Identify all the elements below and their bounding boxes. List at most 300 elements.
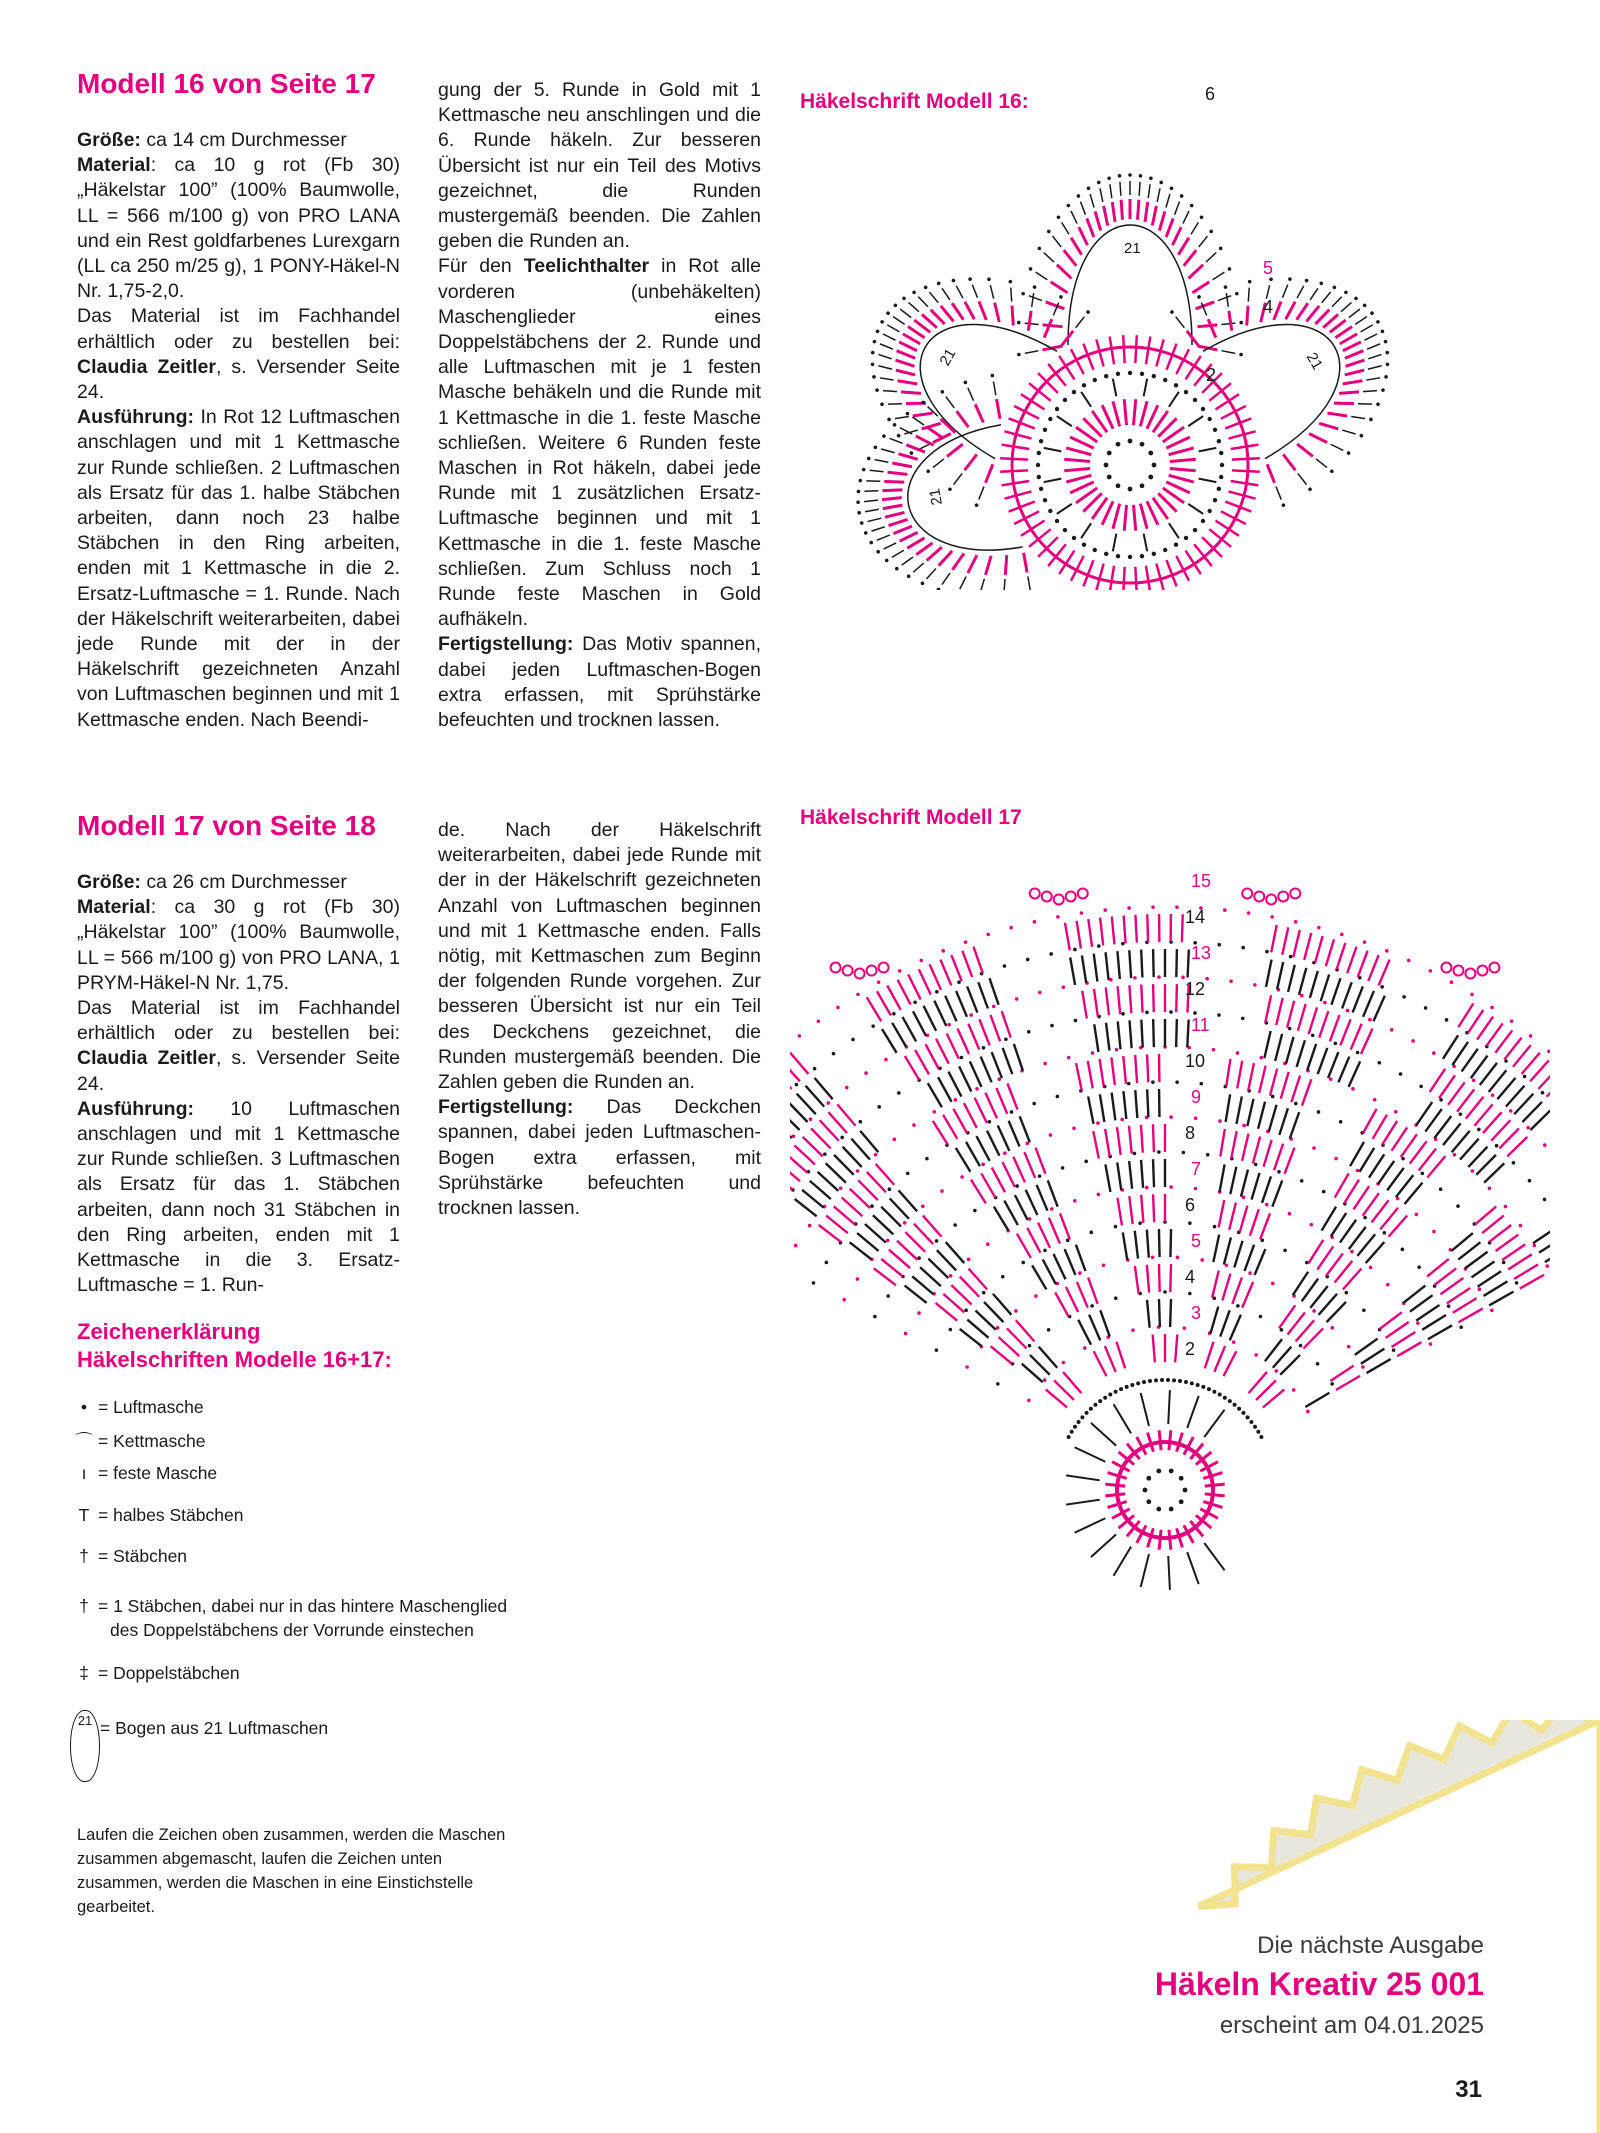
stitch-mark xyxy=(1224,1351,1237,1376)
stitch-mark xyxy=(1112,202,1115,222)
chain-dot xyxy=(1115,1048,1119,1052)
stitch-mark xyxy=(1380,1208,1398,1230)
stitch-mark xyxy=(1166,218,1173,237)
stitch-mark xyxy=(1027,293,1038,307)
paragraph xyxy=(438,254,761,632)
chain-dot xyxy=(1190,1381,1194,1385)
chain-dot xyxy=(1345,1291,1349,1295)
chain-dot xyxy=(1140,372,1144,376)
chain-dot xyxy=(832,1052,836,1056)
stitch-mark xyxy=(998,1126,1010,1151)
chain-dot xyxy=(1017,353,1021,357)
stitch-mark xyxy=(1452,1042,1468,1065)
stitch-mark xyxy=(951,1285,971,1304)
chain-dot xyxy=(1116,372,1120,376)
stitch-mark xyxy=(1076,1063,1082,1090)
stitch-mark xyxy=(984,1302,1003,1322)
chain-dot xyxy=(1416,1321,1420,1325)
stitch-mark xyxy=(1280,1355,1300,1375)
stitch-mark xyxy=(1355,317,1368,325)
stitch-mark xyxy=(899,532,919,541)
chain-dot xyxy=(940,1189,944,1193)
chain-dot xyxy=(1139,174,1143,178)
chain-dot xyxy=(1048,417,1052,421)
stitch-mark xyxy=(912,1276,933,1294)
chain-dot xyxy=(1265,950,1269,954)
legend-text xyxy=(98,1429,206,1453)
stitch-mark xyxy=(889,1250,910,1268)
stitch-mark xyxy=(837,1104,855,1125)
text-run: Das Deckchen spannen, dabei jeden Luftmaschen-Bogen extra erfassen, mit Sprühstärke befeuchten und trocknen lassen. xyxy=(438,1096,761,1220)
stitch-mark xyxy=(981,1057,992,1083)
chain-dot xyxy=(1246,1415,1250,1419)
chain-dot xyxy=(1300,994,1304,998)
stitch-mark xyxy=(1263,1389,1284,1407)
stitch-mark xyxy=(1471,1056,1488,1078)
stitch-mark xyxy=(933,1121,948,1145)
stitch-mark xyxy=(1153,1159,1154,1187)
chain-dot xyxy=(1043,1249,1047,1253)
legend-text-line: = 1 Stäbchen, dabei nur in das hintere Maschenglied xyxy=(98,1596,508,1616)
chain-dot xyxy=(1201,407,1205,411)
stitch-mark xyxy=(871,527,885,531)
stitch-mark xyxy=(905,1232,925,1252)
chain-dot xyxy=(996,1382,1000,1386)
stitch-mark xyxy=(1308,1240,1323,1264)
stitch-mark xyxy=(1545,1248,1550,1262)
stitch-mark xyxy=(1355,1339,1378,1355)
chain-dot xyxy=(947,487,952,492)
stitch-mark xyxy=(1416,1102,1432,1125)
chain-dot xyxy=(1223,908,1227,912)
chain-dot xyxy=(1063,528,1067,532)
stitch-mark xyxy=(1105,1484,1125,1486)
stitch-mark xyxy=(1141,950,1142,978)
stitch-mark xyxy=(900,426,912,436)
stitch-mark xyxy=(1168,1390,1170,1424)
stitch-mark xyxy=(1522,1102,1542,1122)
stitch-mark xyxy=(795,1199,817,1216)
stitch-mark xyxy=(968,387,974,401)
stitch-mark xyxy=(992,1052,1002,1078)
stitch-mark xyxy=(943,1115,957,1139)
stitch-mark xyxy=(1419,1149,1436,1171)
chain-dot xyxy=(1133,976,1137,980)
stitch-mark xyxy=(1465,1252,1488,1269)
picot-mark xyxy=(879,963,889,973)
chain-dot xyxy=(1193,398,1197,402)
stitch-mark xyxy=(1434,1116,1451,1138)
stitch-mark xyxy=(1373,996,1384,1022)
text-run: : ca 10 g rot (Fb 30) „Häkelstar 100” (100% Baumwolle, LL = 566 m/100 g) von PRO LANA und ein Rest goldfarbenes Lurexgarn (LL ca 250 m/25 g), 1 PONY-Häkel-N Nr. 1,75-2,0. xyxy=(77,154,400,303)
stitch-mark xyxy=(1082,991,1087,1019)
chain-dot xyxy=(1304,278,1309,283)
stitch-mark xyxy=(1113,534,1117,552)
stitch-mark xyxy=(1307,1044,1316,1071)
legend-item xyxy=(70,1544,187,1568)
stitch-mark xyxy=(818,1172,839,1191)
stitch-mark xyxy=(1298,472,1307,485)
chain-dot xyxy=(1175,905,1179,909)
chain-dot xyxy=(858,479,862,483)
text-run: , s. Versender Seite 24. xyxy=(77,355,400,404)
stitch-mark xyxy=(945,996,956,1022)
stitch-mark xyxy=(1025,351,1039,354)
round-number-label: 6 xyxy=(1185,1195,1196,1215)
stitch-mark xyxy=(878,362,892,372)
chain-dot xyxy=(856,993,860,997)
chain-dot xyxy=(923,285,928,290)
stitch-mark xyxy=(1075,1447,1106,1462)
bold-term: Ausführung: xyxy=(77,1097,194,1120)
chain-dot xyxy=(892,1012,896,1016)
stitch-mark xyxy=(1106,952,1109,980)
chain-dot xyxy=(1080,1415,1084,1419)
stitch-mark xyxy=(1213,272,1225,280)
chain-dot xyxy=(1107,451,1112,456)
chain-dot xyxy=(1362,303,1367,308)
stitch-mark xyxy=(1327,1302,1346,1322)
picot-mark xyxy=(1078,888,1088,898)
stitch-mark xyxy=(1057,416,1072,426)
stitch-mark xyxy=(1330,1366,1353,1381)
chain-dot xyxy=(1380,329,1385,334)
stitch-mark xyxy=(865,1224,886,1243)
stitch-mark xyxy=(1366,374,1380,385)
round-number-label: 14 xyxy=(1185,907,1206,927)
stitch-mark xyxy=(1489,1070,1507,1092)
chain-dot xyxy=(963,380,967,384)
stitch-mark xyxy=(954,472,963,485)
chain-dot xyxy=(1311,1034,1315,1038)
round-number-label: 10 xyxy=(1185,1051,1206,1071)
chain-dot xyxy=(1213,498,1217,502)
chain-dot xyxy=(1219,451,1223,455)
chain-dot xyxy=(1309,1223,1313,1227)
stitch-mark xyxy=(1075,1518,1106,1533)
round-number-label: 12 xyxy=(1185,979,1206,999)
chain-dot xyxy=(1194,1187,1198,1191)
chain-dot xyxy=(1050,1024,1054,1028)
chain-dot xyxy=(1114,1225,1118,1229)
chain-dot xyxy=(1128,173,1132,177)
chain-dot xyxy=(1009,926,1013,930)
m16-round-2-label: 2 xyxy=(1206,365,1217,385)
stitch-mark xyxy=(940,573,952,584)
chain-dot xyxy=(869,540,873,544)
chain-dot xyxy=(1170,310,1175,315)
stitch-mark xyxy=(882,1029,897,1053)
stitch-mark xyxy=(1153,1334,1155,1362)
chain-dot xyxy=(1541,1091,1545,1095)
chain-dot xyxy=(1288,1212,1292,1216)
picot-mark xyxy=(1030,888,1040,898)
chain-dot xyxy=(1180,194,1184,198)
stitch-mark xyxy=(906,538,926,548)
picot-mark xyxy=(843,966,853,976)
chain-dot xyxy=(1212,1390,1216,1394)
stitch-mark xyxy=(1087,218,1094,237)
stitch-mark xyxy=(973,947,982,973)
chain-dot xyxy=(1237,1407,1241,1411)
stitch-mark xyxy=(1274,1144,1283,1171)
stitch-mark xyxy=(1038,537,1058,557)
stitch-mark xyxy=(1379,960,1390,986)
stitch-mark xyxy=(1129,950,1131,978)
picot-mark xyxy=(1465,969,1475,979)
chain-dot xyxy=(1140,483,1145,488)
stitch-mark xyxy=(1249,1372,1267,1393)
stitch-mark xyxy=(1220,1310,1229,1336)
stitch-mark xyxy=(1206,252,1216,262)
stitch-mark xyxy=(1000,470,1028,471)
chain-dot xyxy=(1339,1120,1343,1124)
stitch-mark xyxy=(1114,1404,1131,1433)
stitch-mark xyxy=(1266,960,1272,987)
stitch-mark xyxy=(1025,323,1039,324)
chain-dot xyxy=(1082,542,1086,546)
legend-title-line2: Häkelschriften Modelle 16+17: xyxy=(77,1347,392,1372)
stitch-mark xyxy=(1169,1430,1171,1450)
chain-dot xyxy=(1104,374,1108,378)
stitch-mark xyxy=(790,1102,808,1122)
chain-dot xyxy=(1037,451,1041,455)
chain-dot xyxy=(1169,1010,1173,1014)
chain-dot xyxy=(880,319,885,324)
stitch-mark xyxy=(985,1093,997,1119)
stitch-mark xyxy=(1305,1393,1329,1407)
stitch-mark xyxy=(896,365,915,379)
stitch-mark xyxy=(1192,282,1209,293)
legend-text-line: = feste Masche xyxy=(98,1463,218,1483)
stitch-mark xyxy=(1105,1129,1110,1157)
next-issue-title: Häkeln Kreativ 25 001 xyxy=(1154,1966,1484,2002)
chain-dot xyxy=(873,1315,877,1319)
stitch-mark xyxy=(1130,1020,1132,1048)
chain-dot xyxy=(1213,428,1217,432)
stitch-mark xyxy=(1144,534,1148,552)
chain-dot xyxy=(986,277,991,282)
chain-dot xyxy=(1470,993,1474,997)
chain-dot xyxy=(1241,1017,1245,1021)
chain-dot xyxy=(1062,1361,1066,1365)
stitch-mark xyxy=(1234,1241,1242,1268)
stitch-mark xyxy=(1319,416,1338,435)
stitch-mark xyxy=(1147,1265,1149,1293)
chain-dot xyxy=(1317,926,1321,930)
chain-dot xyxy=(1047,1328,1051,1332)
stitch-mark xyxy=(1232,470,1260,471)
chain-dot xyxy=(981,1163,985,1167)
stitch-mark xyxy=(968,285,982,298)
stitch-mark xyxy=(876,1164,895,1185)
chain-dot xyxy=(836,1006,840,1010)
chain-dot xyxy=(1152,552,1156,556)
chain-dot xyxy=(1254,1163,1258,1167)
chain-dot xyxy=(1329,1077,1333,1081)
chain-dot xyxy=(1459,1112,1463,1116)
stitch-mark xyxy=(1367,1359,1391,1373)
stitch-mark xyxy=(1003,1048,1013,1074)
stitch-mark xyxy=(965,555,980,573)
stitch-mark xyxy=(1210,1307,1218,1334)
chain-dot xyxy=(1078,1271,1082,1275)
chain-dot xyxy=(1036,463,1040,467)
chain-dot xyxy=(872,339,877,344)
chain-dot xyxy=(857,511,861,515)
legend-text-line: = Bogen aus 21 Luftmaschen xyxy=(100,1718,329,1738)
paragraph xyxy=(77,996,400,1097)
stitch-mark xyxy=(1439,1075,1455,1098)
stitch-mark xyxy=(843,1147,862,1167)
stitch-mark xyxy=(956,1148,971,1172)
stitch-mark xyxy=(797,1094,816,1115)
picot-mark xyxy=(1290,888,1300,898)
stitch-mark xyxy=(969,1269,988,1290)
stitch-mark xyxy=(1443,1123,1461,1145)
chain-dot xyxy=(1510,1019,1514,1023)
half-double-crochet-icon: T xyxy=(78,1505,90,1525)
stitch-mark xyxy=(1309,428,1327,448)
chain-dot xyxy=(1354,296,1359,301)
chain-dot xyxy=(1043,498,1047,502)
stitch-mark xyxy=(1297,1040,1305,1067)
chain-dot xyxy=(907,574,911,578)
stitch-mark xyxy=(936,1303,958,1321)
stitch-mark xyxy=(1342,425,1355,439)
chain-dot xyxy=(809,1117,813,1121)
stitch-mark xyxy=(1118,986,1121,1014)
stitch-mark xyxy=(1218,296,1231,301)
legend-item xyxy=(70,1461,217,1485)
chain-dot xyxy=(1043,428,1047,432)
stitch-mark xyxy=(1013,1157,1025,1182)
stitch-mark xyxy=(1265,1339,1282,1361)
picot-mark xyxy=(855,969,865,979)
stitch-mark xyxy=(1141,985,1142,1013)
chain-dot xyxy=(1183,1488,1188,1493)
stitch-mark xyxy=(983,464,995,483)
chain-dot xyxy=(1074,1019,1078,1023)
stitch-mark xyxy=(893,317,906,325)
chain-dot xyxy=(1361,1365,1365,1369)
next-issue-date: erscheint am 04.01.2025 xyxy=(1219,2012,1484,2039)
stitch-mark xyxy=(811,1128,831,1148)
chain-dot xyxy=(1103,1396,1107,1400)
chain-dot xyxy=(882,434,886,438)
stitch-mark xyxy=(1367,342,1380,351)
stitch-mark xyxy=(1331,978,1340,1004)
stitch-mark xyxy=(1232,458,1260,459)
stitch-mark xyxy=(1361,1349,1385,1364)
stitch-mark xyxy=(928,1083,942,1107)
legend-text-line: des Doppelstäbchens der Vorrunde einstechen xyxy=(110,1620,474,1640)
chain-dot xyxy=(1265,1203,1269,1207)
chain-dot xyxy=(992,1005,996,1009)
chain-dot xyxy=(1247,911,1251,915)
stitch-mark xyxy=(1140,401,1147,426)
stitch-mark xyxy=(880,374,894,385)
stitch-mark xyxy=(897,348,916,360)
paragraph xyxy=(77,870,400,895)
stitch-mark xyxy=(1364,333,1377,341)
stitch-mark xyxy=(1124,915,1126,943)
stitch-mark xyxy=(1256,1380,1276,1400)
stitch-mark xyxy=(1219,1200,1225,1227)
stitch-mark xyxy=(1358,398,1372,410)
back-loop-double-crochet-icon: † xyxy=(79,1596,89,1616)
petal-outline xyxy=(894,293,1057,459)
stitch-mark xyxy=(1094,954,1098,982)
chain-dot xyxy=(851,1038,855,1042)
stitch-mark xyxy=(1392,1127,1408,1150)
chain-dot xyxy=(1082,383,1086,387)
chain-dot xyxy=(1509,1109,1513,1113)
stitch-mark xyxy=(1237,1061,1242,1089)
chain-dot xyxy=(1220,463,1224,467)
stitch-mark xyxy=(1242,1134,1248,1161)
stitch-mark xyxy=(1401,1134,1417,1157)
stitch-mark xyxy=(1222,1274,1230,1301)
chain-dot xyxy=(1160,1378,1164,1382)
chain-dot xyxy=(1289,955,1293,959)
stitch-mark xyxy=(1020,1116,1030,1142)
chain-dot xyxy=(856,1277,860,1281)
stitch-mark xyxy=(1471,1261,1494,1277)
stitch-mark xyxy=(1089,1315,1100,1341)
stitch-mark xyxy=(1319,1294,1337,1315)
chain-dot xyxy=(1439,1187,1443,1191)
stitch-mark xyxy=(1319,292,1333,303)
stitch-mark xyxy=(938,1077,951,1102)
chain-dot xyxy=(864,1071,868,1075)
chain-dot xyxy=(1056,915,1060,919)
chain-dot xyxy=(935,1239,939,1243)
picot-mark xyxy=(1042,891,1052,901)
bold-term: Material xyxy=(77,896,151,919)
stitch-mark xyxy=(1110,337,1114,365)
stitch-mark xyxy=(964,1103,977,1128)
stitch-mark xyxy=(1236,1096,1241,1123)
stitch-mark xyxy=(1205,1484,1225,1486)
stitch-mark xyxy=(987,303,1006,322)
chain-dot xyxy=(1015,997,1019,1001)
stitch-mark xyxy=(1078,1320,1091,1345)
arc-count-label: 21 xyxy=(1302,349,1326,373)
stitch-mark xyxy=(1430,1069,1446,1092)
stitch-mark xyxy=(1159,1430,1161,1450)
chain-dot xyxy=(1401,1248,1405,1252)
chain-dot xyxy=(1156,1469,1161,1474)
text-run: gung der 5. Runde in Gold mit 1 Kettmasche neu anschlingen und die 6. Runde häkeln. Zur besseren Übersicht ist nur ein Teil des Motivs gezeichnet, die Runden mustergemäß beenden. Die Zahlen geben die Runden an. xyxy=(438,79,761,253)
chain-dot xyxy=(877,1105,881,1109)
page-number: 31 xyxy=(1455,2076,1482,2103)
stitch-mark xyxy=(1146,566,1150,590)
stitch-mark xyxy=(1159,1264,1160,1292)
stitch-mark xyxy=(977,487,986,500)
stitch-mark xyxy=(794,1145,815,1164)
stitch-mark xyxy=(881,1259,903,1277)
stitch-mark xyxy=(1204,1410,1224,1437)
chain-dot xyxy=(957,980,961,984)
chain-dot xyxy=(1502,1261,1506,1265)
paragraph xyxy=(77,1097,400,1299)
stitch-mark xyxy=(915,543,934,555)
chain-dot xyxy=(1241,1411,1245,1415)
chain-dot xyxy=(1515,1281,1519,1285)
stitch-mark xyxy=(1153,984,1154,1012)
bold-term: Fertigstellung: xyxy=(438,633,574,656)
